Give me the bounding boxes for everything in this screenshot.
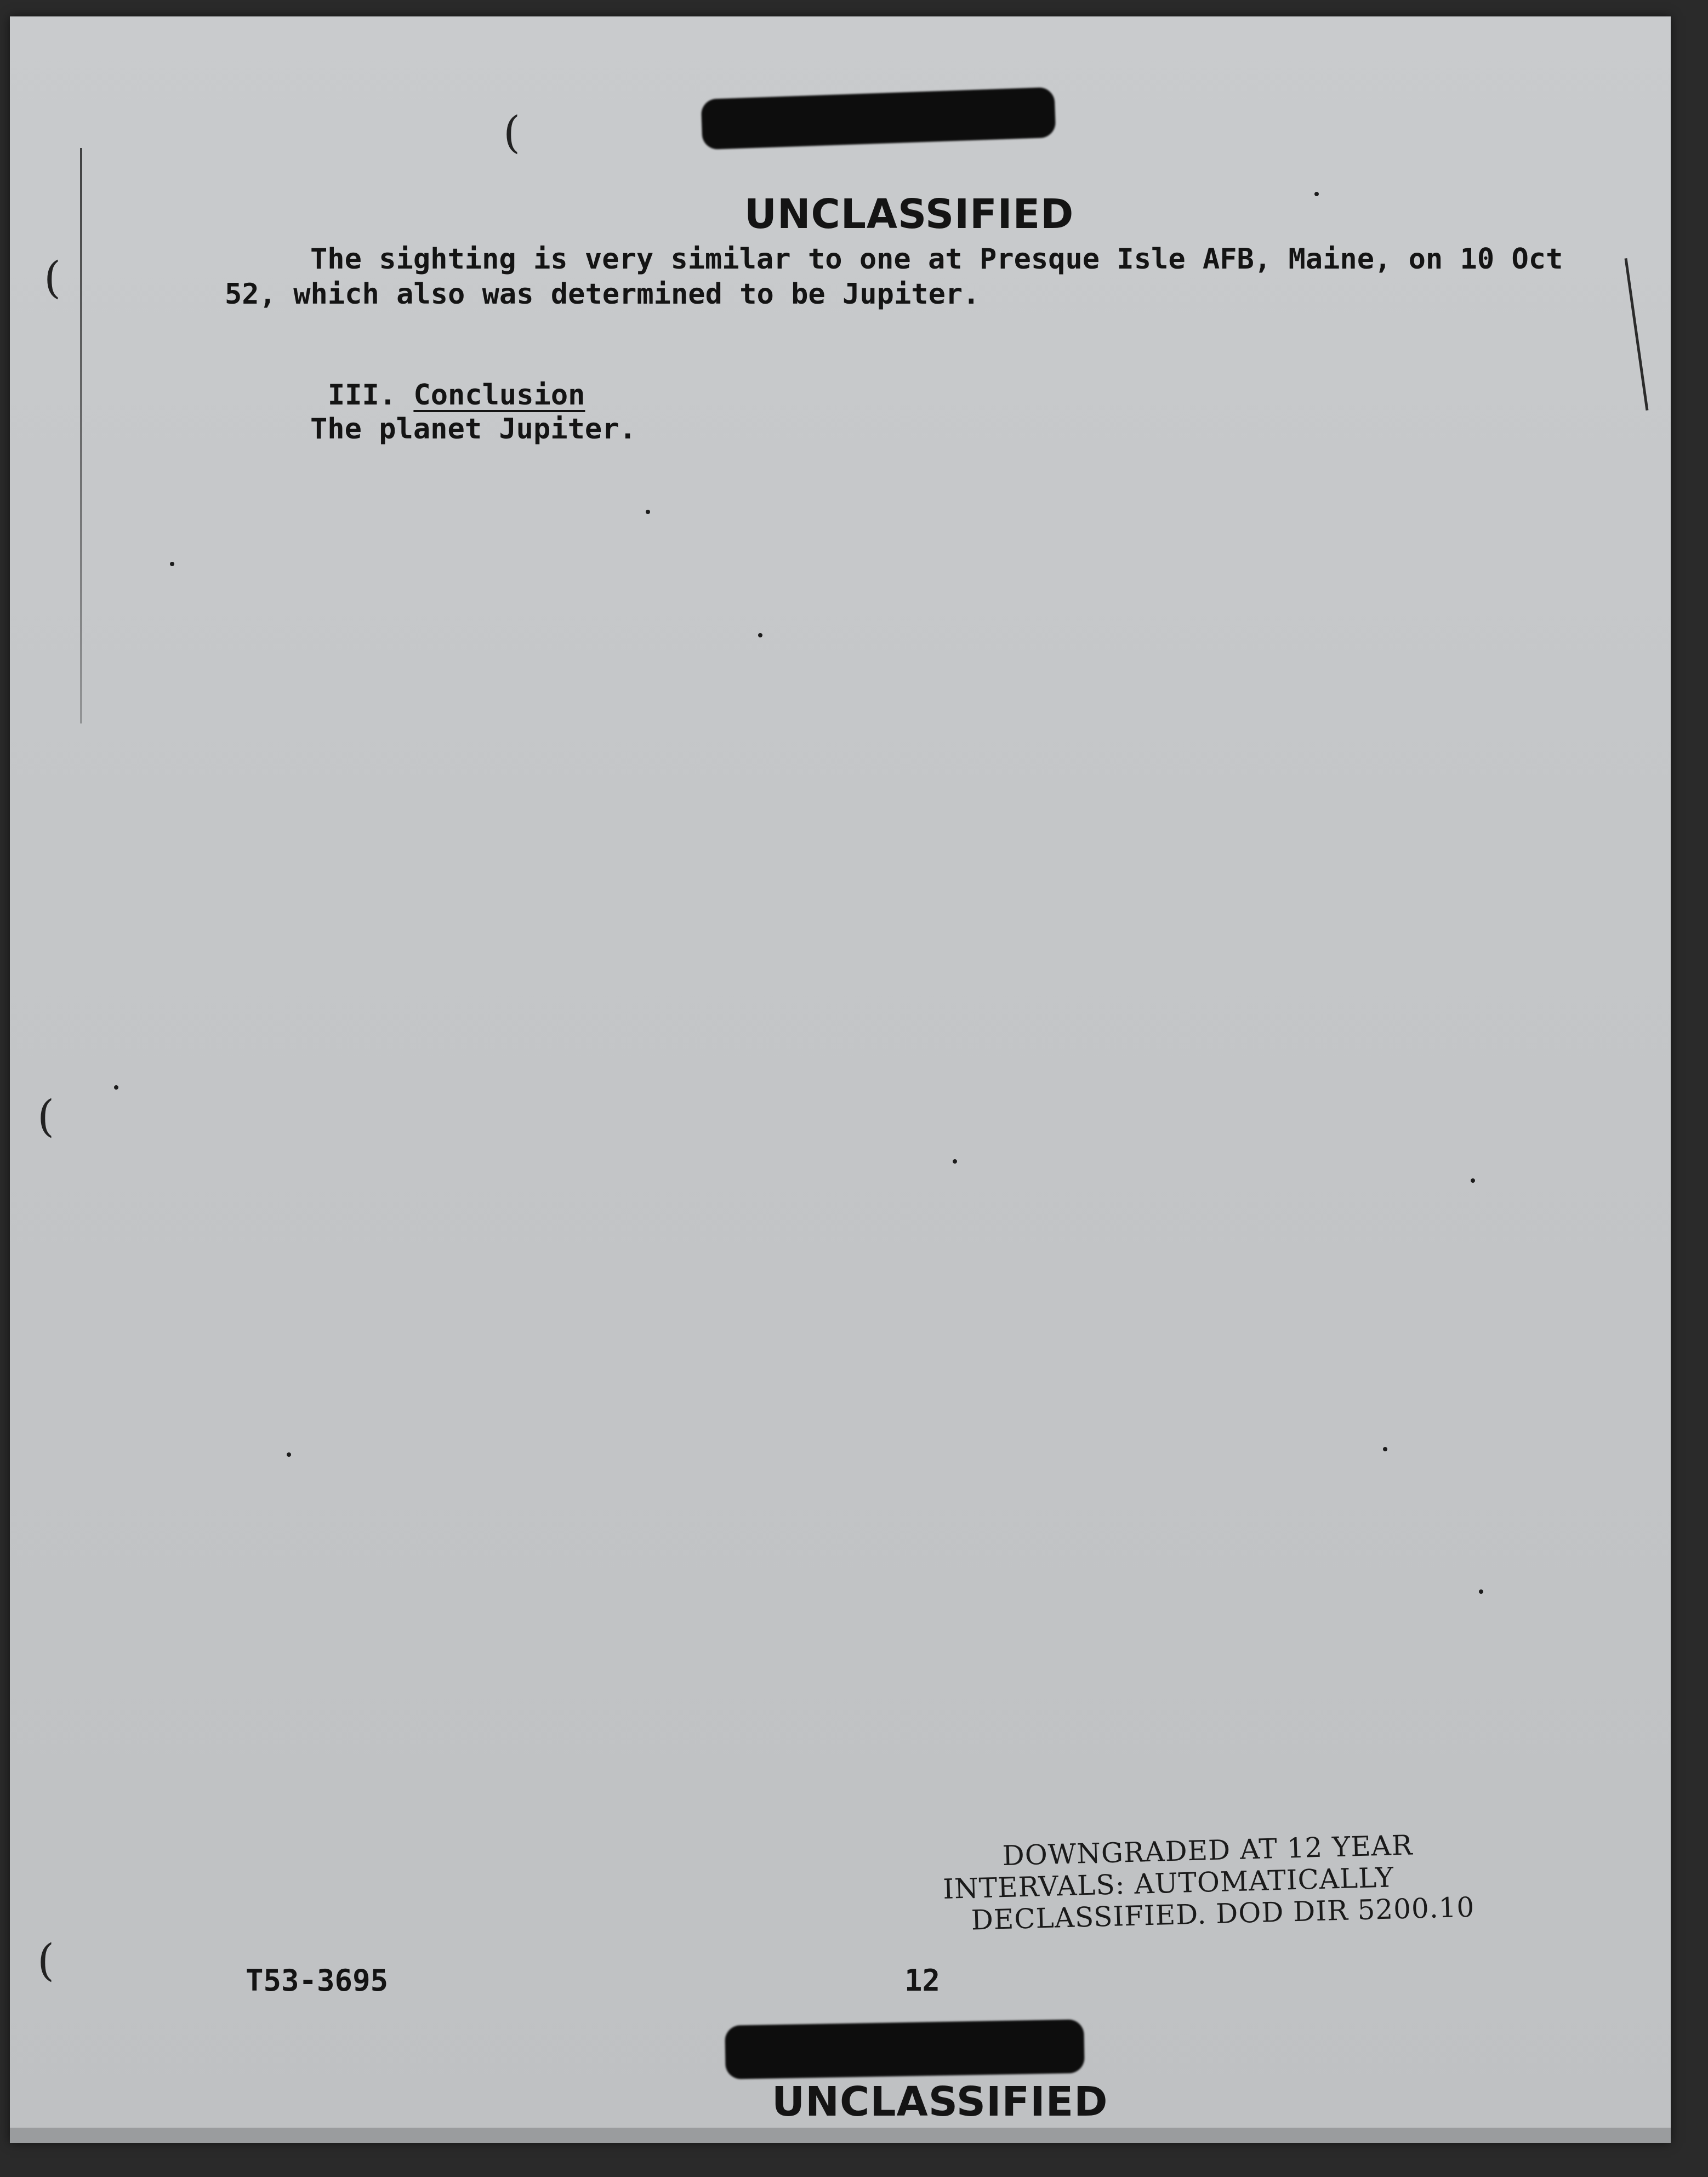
- redaction-bar: [725, 2019, 1085, 2079]
- redaction-bar: [701, 87, 1056, 150]
- page-number: 12: [904, 1963, 941, 1998]
- paragraph-line: 52, which also was determined to be Jupiter.: [225, 278, 980, 311]
- paper-speck: [646, 510, 650, 514]
- binding-hole-mark: (: [37, 1935, 55, 1986]
- classification-marking-top: UNCLASSIFIED: [744, 191, 1074, 238]
- stamp-line: DOWNGRADED AT 12 YEAR: [1001, 1829, 1414, 1872]
- binding-edge-line: [80, 148, 82, 723]
- paper-speck: [1383, 1447, 1387, 1451]
- paper-speck: [1479, 1589, 1483, 1594]
- paper-speck: [287, 1452, 291, 1457]
- paper-speck: [953, 1159, 957, 1164]
- paper-speck: [758, 633, 762, 637]
- stamp-line: INTERVALS: AUTOMATICALLY: [942, 1861, 1394, 1905]
- paragraph-line: The sighting is very similar to one at Presque Isle AFB, Maine, on 10 Oct: [310, 243, 1563, 276]
- paper-sheet: [10, 16, 1671, 2143]
- paper-speck: [114, 1085, 118, 1090]
- sheet-bottom-edge: [10, 2128, 1671, 2143]
- binding-hole-mark: (: [503, 107, 521, 158]
- paper-speck: [1314, 192, 1319, 196]
- conclusion-text: The planet Jupiter.: [310, 413, 636, 446]
- binding-hole-mark: (: [44, 252, 61, 303]
- paper-speck: [1471, 1178, 1475, 1183]
- downgrade-stamp: [942, 1827, 1503, 1937]
- paper-speck: [170, 562, 174, 566]
- section-numeral: III.: [327, 379, 414, 412]
- stamp-line: DECLASSIFIED. DOD DIR 5200.10: [971, 1891, 1476, 1936]
- document-number: T53-3695: [246, 1963, 389, 1998]
- margin-mark: [1625, 258, 1649, 411]
- section-title: Conclusion: [413, 379, 585, 412]
- classification-marking-bottom: UNCLASSIFIED: [772, 2078, 1108, 2125]
- binding-hole-mark: (: [37, 1091, 55, 1142]
